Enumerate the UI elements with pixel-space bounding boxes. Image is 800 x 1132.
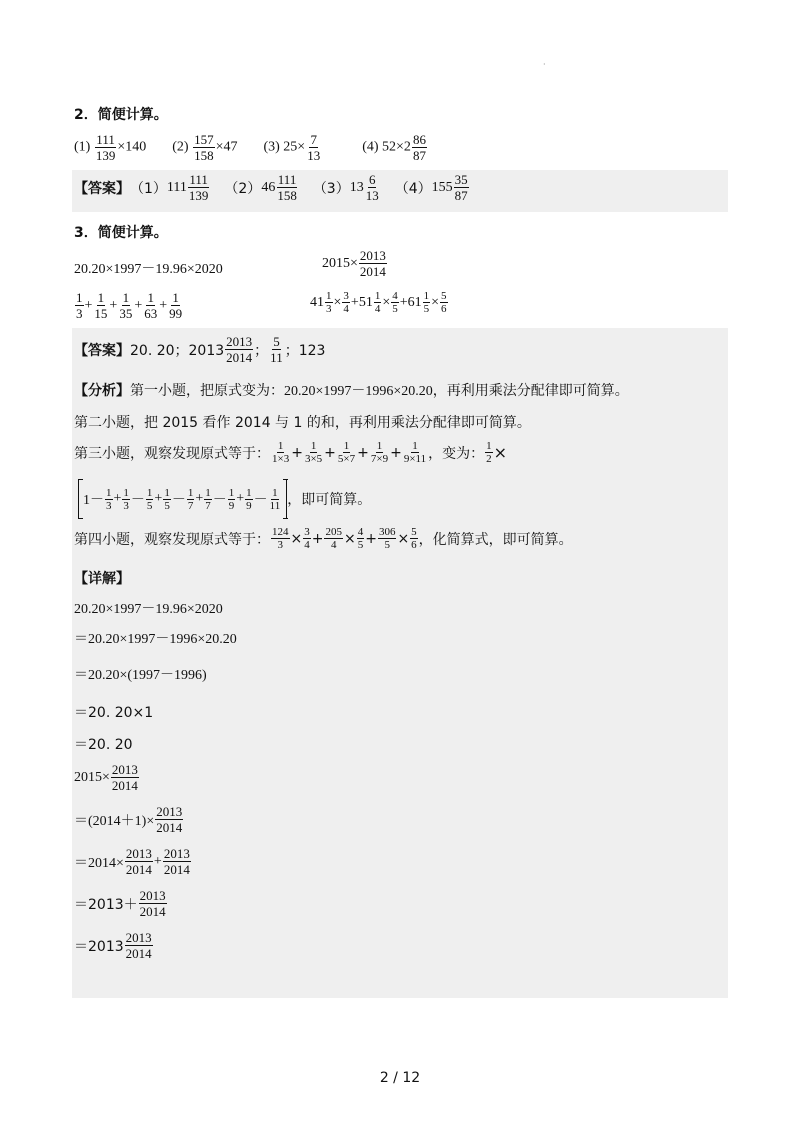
- detail-step-1: 20.20×1997－19.96×2020: [74, 602, 223, 617]
- detail-step-10: ＝2013 $\frac{2013}{2014}$: [74, 930, 152, 961]
- detail-step-7: ＝(2014＋1)× $\frac{2013}{2014}$: [74, 804, 183, 835]
- q3-expr4: 41 $\frac{1}{3}$ × $\frac{3}{4}$ + 51 $\frac{1}{4}$ × $\frac{4}{5}$ + 61 $\frac{1}{5}$ × $\frac{5}{6}$: [310, 290, 447, 315]
- q3-analysis-4: 第四小题，观察发现原式等于： $\frac{124}{3}$ × $\frac{3}{4}$ + $\frac{205}{4}$ × $\frac{4}{5}$ + $\frac{306}{5}$ × $\frac{5}{6}$ ，化简算式，即可简算。: [74, 526, 573, 551]
- q3-expr3: $\frac{1}{3}$ + $\frac{1}{15}$ + $\frac{1}{35}$ + $\frac{1}{63}$ + $\frac{1}{99}$: [76, 290, 183, 321]
- bracket-expression: 1－ $\frac{1}{3}$ + $\frac{1}{3}$ － $\frac{1}{5}$ + $\frac{1}{5}$ － $\frac{1}{7}$ + $\frac{1}{7}$ － $\frac{1}{9}$ + $\frac{1}{9}$ － $\frac{1}{11}$: [78, 480, 287, 518]
- detail-step-2: ＝20.20×1997－1996×20.20: [74, 632, 237, 647]
- q2-answer: 【答案】 （1） 111 $\frac{111}{139}$ （2） 46 $\frac{111}{158}$ （3） 13 $\frac{6}{13}$ （4） 155 $\frac{35}{87}$: [74, 172, 468, 203]
- q3-expr2: 2015× $\frac{2013}{2014}$: [322, 248, 386, 279]
- q2-item-3: (3) 25× $\frac{7}{13}$: [263, 132, 321, 163]
- q2-item-2: (2) $\frac{157}{158}$ ×47: [172, 132, 238, 163]
- q3-analysis-1: 【分析】 第一小题，把原式变为： 20.20×1997－1996×20.20 ，再利用乘法分配律即可简算。: [74, 383, 629, 399]
- q2-title: 2．简便计算。: [74, 107, 168, 123]
- q3-answer: 【答案】 20. 20；2013 $\frac{2013}{2014}$ ； $\frac{5}{11}$ ；123: [74, 334, 326, 365]
- q2-item-1: (1) $\frac{111}{139}$ ×140: [74, 132, 147, 163]
- detail-step-9: ＝2013＋ $\frac{2013}{2014}$: [74, 888, 166, 919]
- detail-step-3: ＝20.20×(1997－1996): [74, 668, 207, 683]
- detail-step-6: 2015× $\frac{2013}{2014}$: [74, 762, 138, 793]
- q3-expr1: 20.20×1997－19.96×2020: [74, 262, 223, 277]
- q2-item-4: (4) 52×2 $\frac{86}{87}$: [362, 132, 426, 163]
- q3-title: 3．简便计算。: [74, 225, 168, 241]
- q3-analysis-3-bracket: 1－ $\frac{1}{3}$ + $\frac{1}{3}$ － $\frac{1}{5}$ + $\frac{1}{5}$ － $\frac{1}{7}$ + $\frac{1}{7}$ － $\frac{1}{9}$ + $\frac{1}{9}$ － $\frac{1}{11}$ ，即可简算。: [78, 480, 371, 518]
- detail-step-4: ＝20. 20×1: [74, 705, 154, 721]
- detail-step-5: ＝20. 20: [74, 737, 133, 753]
- page-number: 2 / 12: [379, 1070, 421, 1086]
- q3-analysis-3: 第三小题，观察发现原式等于： $\frac{1}{1\times 3}$ + $\frac{1}{3\times 5}$ + $\frac{1}{5\times 7}$ + $\frac{1}{7\times 9}$ + $\frac{1}{9\times 11}$ ，变为： $\frac{1}{2}$ ×: [74, 440, 508, 465]
- q2-problems: [74, 132, 428, 163]
- detail-step-8: ＝2014× $\frac{2013}{2014}$ + $\frac{2013}{2014}$: [74, 846, 190, 877]
- page-dot: ·: [543, 60, 546, 69]
- q3-analysis-2: 第二小题，把 2015 看作 2014 与 1 的和，再利用乘法分配律即可简算。: [74, 415, 531, 431]
- q3-detail-title: 【详解】: [74, 571, 130, 587]
